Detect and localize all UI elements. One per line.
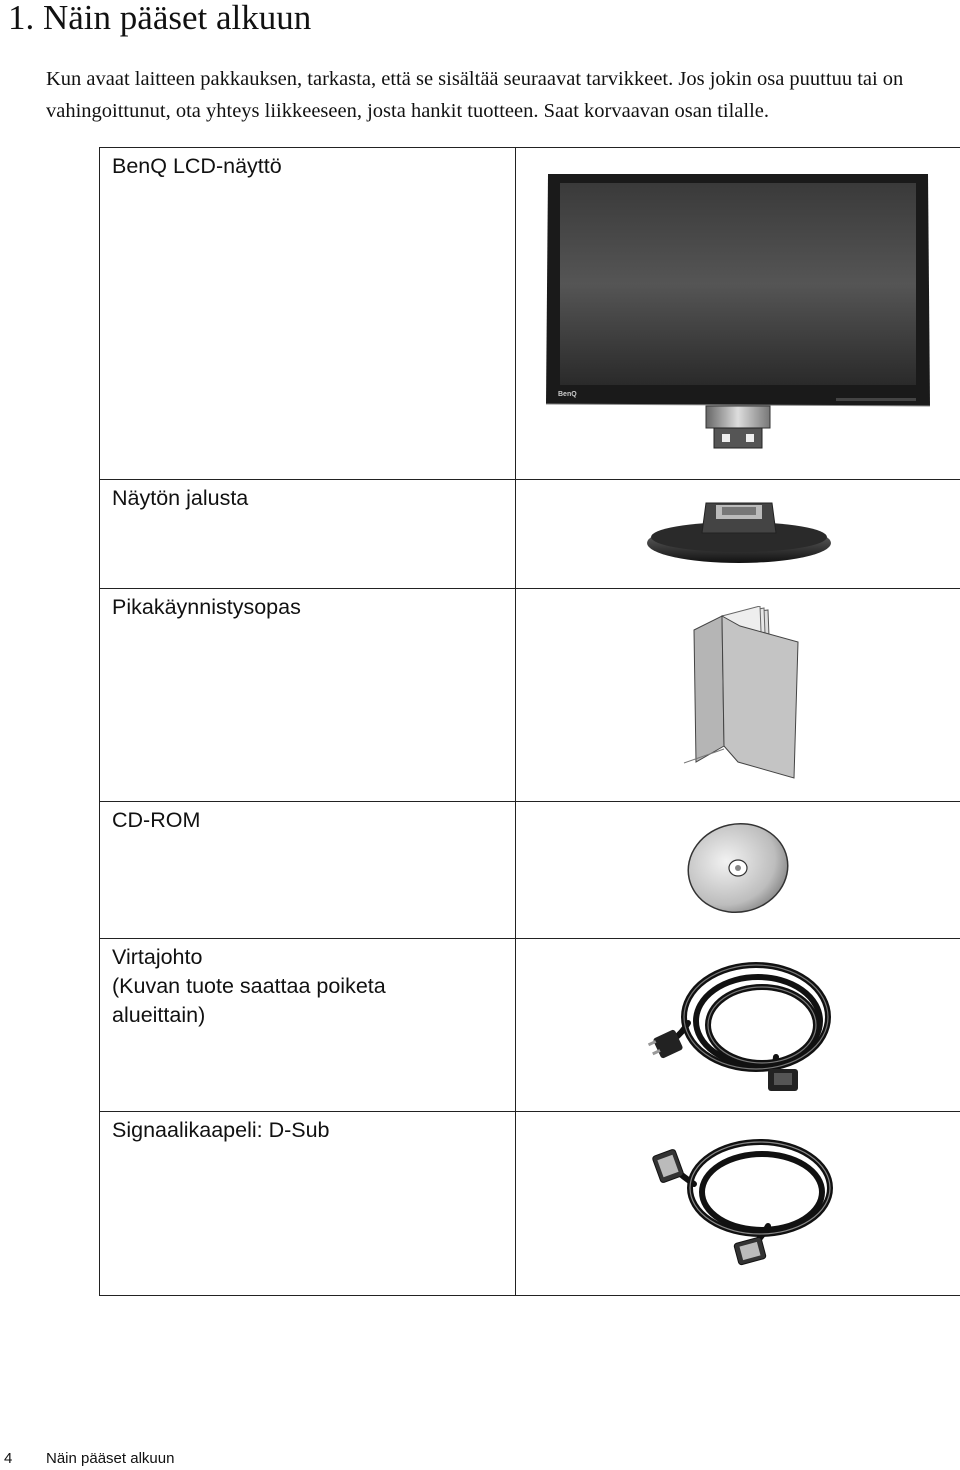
lcd-monitor-icon (546, 172, 936, 462)
footer-title: Näin pääset alkuun (46, 1450, 175, 1467)
table-row (100, 148, 960, 480)
page-footer (0, 1449, 960, 1469)
table-row (100, 1112, 960, 1296)
item-label-cell (100, 1112, 516, 1296)
item-label-cell (100, 589, 516, 802)
table-row (100, 802, 960, 939)
d-sub-cable-icon (648, 1130, 838, 1270)
item-image-cell (516, 939, 960, 1112)
table-row (100, 480, 960, 589)
item-label-stand: Näytön jalusta (112, 486, 249, 510)
brand-logo: BenQ (558, 391, 577, 398)
page-heading: 1. Näin pääset alkuun (8, 0, 312, 37)
package-contents-table (99, 147, 960, 1296)
item-label-cell (100, 148, 516, 480)
item-label-cell (100, 802, 516, 939)
item-label-cell (100, 480, 516, 589)
item-image-cell (516, 480, 960, 589)
table-row (100, 939, 960, 1112)
item-image-cell (516, 589, 960, 802)
item-label-power-cord: Virtajohto (Kuvan tuote saattaa poiketa alueittain) (112, 945, 386, 1027)
item-image-cell (516, 148, 960, 480)
item-image-cell (516, 802, 960, 939)
item-label-dsub: Signaalikaapeli: D-Sub (112, 1118, 330, 1142)
cd-rom-icon (684, 820, 794, 920)
power-cord-icon (646, 953, 836, 1093)
intro-paragraph: Kun avaat laitteen pakkauksen, tarkasta, että se sisältää seuraavat tarvikkeet. Jos jokin osa puuttuu tai on vahingoittunut, ota yhteys liikkeeseen, josta hankit tuotteen. Saat korvaavan osan tilalle. (46, 68, 904, 122)
page-number: 4 (4, 1450, 13, 1467)
item-label-guide: Pikakäynnistysopas (112, 595, 301, 619)
item-label-cd: CD-ROM (112, 808, 201, 832)
quick-start-guide-icon (678, 606, 808, 781)
monitor-stand-icon (644, 497, 834, 567)
item-label-cell (100, 939, 516, 1112)
item-label-monitor: BenQ LCD-näyttö (112, 154, 282, 178)
item-image-cell (516, 1112, 960, 1296)
table-row (100, 589, 960, 802)
